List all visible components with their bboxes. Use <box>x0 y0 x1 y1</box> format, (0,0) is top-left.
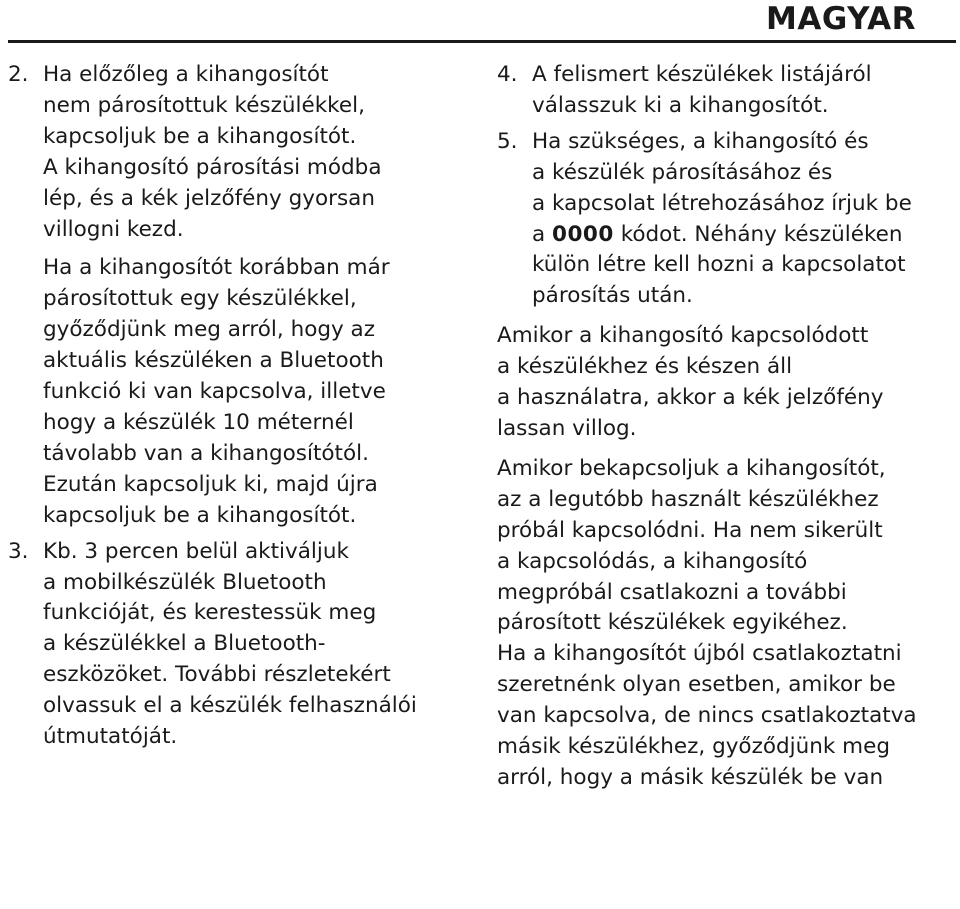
text-line: aktuális készüléken a Bluetooth <box>43 348 384 374</box>
text-line: másik készülékhez, győződjünk meg <box>497 734 891 760</box>
text-line: A kihangosító párosítási módba <box>43 154 382 180</box>
text-line: a készülékhez és készen áll <box>497 354 793 380</box>
text-line: Kb. 3 percen belül aktiváljuk <box>43 538 349 564</box>
text-line: Ha szükséges, a kihangosító és <box>532 128 869 154</box>
text-line: Ha a kihangosítót újból csatlakoztatni <box>497 641 902 667</box>
text-line: a készülékkel a Bluetooth- <box>43 631 326 657</box>
step-3 <box>8 537 468 753</box>
step-number: 4. <box>497 62 518 87</box>
power-on-paragraph <box>497 454 957 639</box>
text-line: párosítottuk egy készülékkel, <box>43 286 357 312</box>
text-fragment: a <box>532 221 553 247</box>
text-line: győződjünk meg arról, hogy az <box>43 317 376 343</box>
text-line <box>532 220 957 251</box>
text-line: olvassuk el a készülék felhasználói <box>43 693 417 719</box>
text-line: hogy a készülék 10 méternél <box>43 409 354 435</box>
step-number: 2. <box>8 62 29 87</box>
text-line: Ezután kapcsoljuk ki, majd újra <box>43 471 378 497</box>
left-column <box>8 60 468 753</box>
text-line: kapcsoljuk be a kihangosítót. <box>43 123 357 149</box>
text-line: a kapcsolat létrehozásához írjuk be <box>532 190 912 216</box>
text-line: távolabb van a kihangosítótól. <box>43 440 369 466</box>
text-line: a kapcsolódás, a kihangosító <box>497 548 808 574</box>
step-5 <box>497 127 957 312</box>
connected-paragraph <box>497 321 957 445</box>
text-line: szeretnénk olyan esetben, amikor be <box>497 672 896 698</box>
step-text <box>43 537 468 753</box>
text-line: párosítás után. <box>532 283 693 309</box>
text-line: próbál kapcsolódni. Ha nem sikerült <box>497 517 883 543</box>
text-line: Ha előzőleg a kihangosítót <box>43 62 329 87</box>
language-header: MAGYAR <box>766 1 916 37</box>
text-line: A felismert készülékek listájáról <box>532 62 872 87</box>
step-number: 3. <box>8 538 29 564</box>
right-column <box>497 60 957 794</box>
text-line: eszközöket. További részletekért <box>43 662 391 688</box>
header-rule <box>8 40 956 43</box>
text-line: Ha a kihangosítót korábban már <box>43 255 390 281</box>
step-text <box>532 127 957 312</box>
text-line: nem párosítottuk készülékkel, <box>43 92 365 118</box>
text-line: van kapcsolva, de nincs csatlakoztatva <box>497 703 917 729</box>
text-line: lassan villog. <box>497 415 637 441</box>
text-line: megpróbál csatlakozni a további <box>497 579 847 605</box>
text-line: Amikor bekapcsoljuk a kihangosítót, <box>497 455 886 481</box>
text-line: az a legutóbb használt készülékhez <box>497 486 879 512</box>
text-line: villogni kezd. <box>43 216 184 242</box>
step-2-note <box>43 253 468 531</box>
text-line: arról, hogy a másik készülék be van <box>497 764 884 790</box>
text-line: a használatra, akkor a kék jelzőfény <box>497 385 884 411</box>
text-line: válasszuk ki a kihangosítót. <box>532 92 829 118</box>
text-line: párosított készülékek egyikéhez. <box>497 610 848 636</box>
step-2 <box>8 60 468 245</box>
step-text <box>532 60 957 122</box>
text-line: funkció ki van kapcsolva, illetve <box>43 379 386 405</box>
text-line: útmutatóját. <box>43 724 178 750</box>
text-line: funkcióját, és kerestessük meg <box>43 600 377 626</box>
step-text <box>43 60 468 245</box>
text-line: a mobilkészülék Bluetooth <box>43 569 327 595</box>
text-line: kapcsoljuk be a kihangosítót. <box>43 502 357 528</box>
text-fragment: kódot. Néhány készüléken <box>613 221 903 247</box>
step-number: 5. <box>497 128 518 154</box>
text-line: lép, és a kék jelzőfény gyorsan <box>43 185 375 211</box>
step-4 <box>497 60 957 122</box>
text-line: Amikor a kihangosító kapcsolódott <box>497 323 869 349</box>
text-line: külön létre kell hozni a kapcsolatot <box>532 252 906 278</box>
text-line: a készülék párosításához és <box>532 159 833 185</box>
reconnect-paragraph <box>497 639 957 794</box>
pairing-code: 0000 <box>552 221 614 247</box>
